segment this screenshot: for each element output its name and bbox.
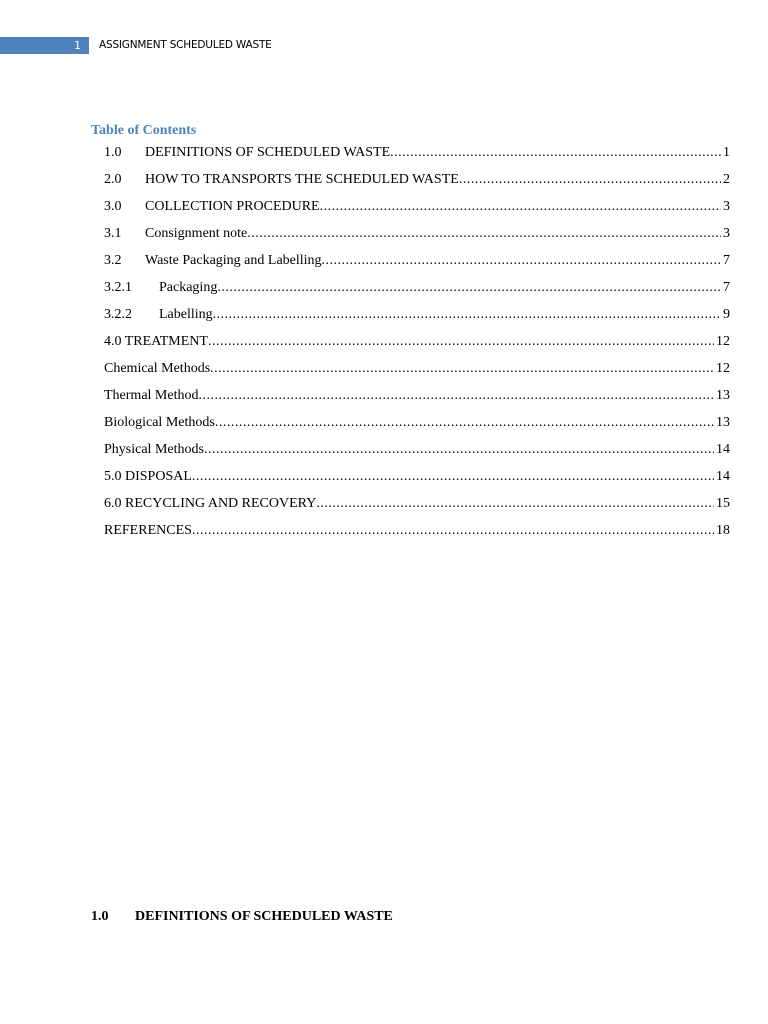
toc-entry[interactable]: [104, 359, 730, 379]
toc-entry[interactable]: [104, 197, 730, 217]
toc-entry[interactable]: [104, 494, 730, 514]
toc-entry-title: Biological Methods: [104, 415, 215, 430]
toc-entry[interactable]: [104, 170, 730, 190]
toc-entry-number: 3.0: [104, 199, 122, 214]
toc-entry-title: HOW TO TRANSPORTS THE SCHEDULED WASTE: [145, 172, 459, 187]
toc-entry-leader: [204, 440, 714, 460]
toc-entry-page: 18: [716, 523, 730, 538]
toc-entry-title: Waste Packaging and Labelling: [145, 253, 322, 268]
toc-entry-page: 12: [716, 361, 730, 376]
toc-entry-page: 14: [716, 442, 730, 457]
toc-entry[interactable]: [104, 413, 730, 433]
toc-entry-leader: [198, 386, 714, 406]
toc-entry[interactable]: [104, 224, 730, 244]
toc-entry[interactable]: [104, 305, 730, 325]
toc-entry-title: 4.0 TREATMENT: [104, 334, 208, 349]
toc-entry-page: 13: [716, 388, 730, 403]
toc-entry[interactable]: [104, 332, 730, 352]
toc-entry-number: 3.2.1: [104, 280, 132, 295]
header-page-number: 1: [74, 39, 81, 52]
section-number: 1.0: [91, 909, 109, 924]
toc-entry-title: 6.0 RECYCLING AND RECOVERY: [104, 496, 317, 511]
toc-entry-title: Packaging: [159, 280, 218, 295]
toc-entry-leader: [210, 359, 714, 379]
toc-entry-page: 3: [723, 226, 730, 241]
toc-entry-number: 3.2: [104, 253, 122, 268]
toc-entry-leader: [316, 494, 714, 514]
toc-entry-page: 2: [723, 172, 730, 187]
section-title: DEFINITIONS OF SCHEDULED WASTE: [135, 909, 393, 924]
toc-entry-number: 3.1: [104, 226, 122, 241]
toc-entry-title: Thermal Method: [104, 388, 199, 403]
toc-entry-title: Labelling: [159, 307, 213, 322]
toc-entry-number: 3.2.2: [104, 307, 132, 322]
toc-entry-leader: [213, 305, 721, 325]
toc-entry-title: COLLECTION PROCEDURE: [145, 199, 320, 214]
toc-entry[interactable]: [104, 251, 730, 271]
toc-entry-leader: [320, 197, 721, 217]
toc-entry[interactable]: [104, 386, 730, 406]
toc-entry-page: 7: [723, 280, 730, 295]
toc-entry-title: Physical Methods: [104, 442, 204, 457]
toc-entry-page: 1: [723, 145, 730, 160]
toc-entry-leader: [192, 467, 714, 487]
toc-entry[interactable]: [104, 278, 730, 298]
toc-entry[interactable]: [104, 143, 730, 163]
header-title: ASSIGNMENT SCHEDULED WASTE: [99, 39, 272, 51]
toc-entry-page: 3: [723, 199, 730, 214]
toc-entry-page: 15: [716, 496, 730, 511]
toc-entry-title: REFERENCES: [104, 523, 192, 538]
toc-entry-page: 9: [723, 307, 730, 322]
toc-entry-leader: [459, 170, 721, 190]
toc-entry-number: 2.0: [104, 172, 122, 187]
toc-entry-leader: [322, 251, 721, 271]
toc-entry-leader: [390, 143, 721, 163]
toc-entry-title: Chemical Methods: [104, 361, 211, 376]
toc-entry[interactable]: [104, 440, 730, 460]
toc-entry-number: 1.0: [104, 145, 122, 160]
toc-entry-title: Consignment note: [145, 226, 248, 241]
toc-entry-page: 12: [716, 334, 730, 349]
toc-entry-leader: [217, 278, 721, 298]
toc-entry-page: 13: [716, 415, 730, 430]
toc-entry[interactable]: [104, 467, 730, 487]
toc-entry-title: DEFINITIONS OF SCHEDULED WASTE: [145, 145, 391, 160]
toc-entry-page: 14: [716, 469, 730, 484]
toc-entry-leader: [192, 521, 714, 541]
toc-entry-page: 7: [723, 253, 730, 268]
toc-heading: Table of Contents: [91, 123, 197, 138]
toc-entry-leader: [208, 332, 714, 352]
toc-entry-leader: [215, 413, 714, 433]
section-heading: [91, 909, 393, 925]
toc-entry-leader: [247, 224, 721, 244]
toc-entry-title: 5.0 DISPOSAL: [104, 469, 192, 484]
toc-entry[interactable]: [104, 521, 730, 541]
